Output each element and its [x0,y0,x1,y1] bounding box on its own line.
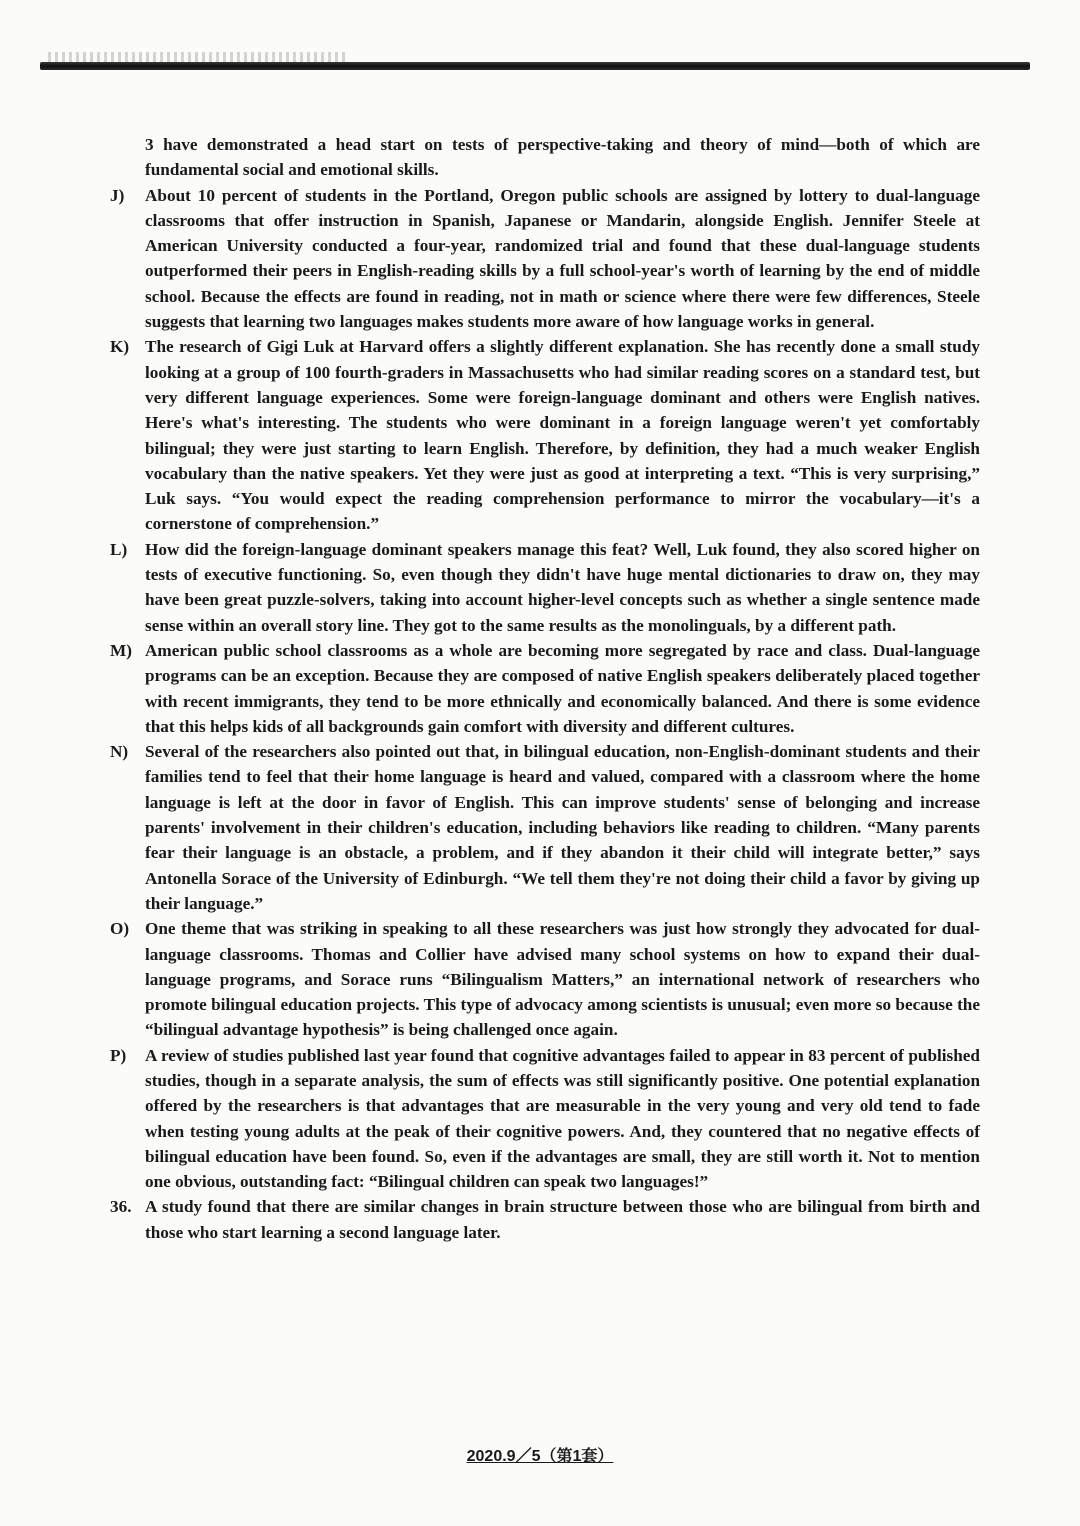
question-number: 36. [110,1197,132,1217]
paragraph-text: About 10 percent of students in the Portland, Oregon public schools are assigned by lottery to dual-language classrooms that offer instruction in Spanish, Japanese or Mandarin, alongside English. Jennifer Steele at American University conducted a four-year, randomized trial and found that these dual-language students outperformed their peers in English-reading skills by a full school-year's worth of learning by the end of middle school. Because the effects are found in reading, not in math or science where there were few differences, Steele suggests that learning two languages makes students more aware of how language works in general. [145,185,980,332]
paragraph-label: K) [110,337,130,357]
paragraph-text: The research of Gigi Luk at Harvard offers a slightly different explanation. She has recently done a small study looking at a group of 100 fourth-graders in Massachusetts who had similar reading scores on a standard test, but very different language experiences. Some were foreign-language dominant and others were English natives. Here's what's interesting. The students who were dominant in a foreign language weren't yet comfortably bilingual; they were just starting to learn English. Therefore, by definition, they had a much weaker English vocabulary than the native speakers. Yet they were just as good at interpreting a text. “This is very surprising,” Luk says. “You would expect the reading comprehension performance to mirror the vocabulary—it's a cornerstone of comprehension.” [145,337,980,534]
page-footer [0,1443,1080,1466]
paragraph-label: N) [110,742,129,762]
paragraph-o [110,916,980,1042]
paragraph-label: P) [110,1045,127,1065]
scan-artifact [48,52,348,62]
passage [110,132,980,1245]
paragraph-m [110,638,980,739]
paragraph-text: American public school classrooms as a whole are becoming more segregated by race and class. Dual-language programs can be an exception. Because they are composed of native English speakers deliberately placed together with recent immigrants, they tend to be more ethnically and economically balanced. And there is some evidence that this helps kids of all backgrounds gain comfort with diversity and different cultures. [145,640,980,736]
paragraph-n [110,739,980,916]
header-rule [40,62,1030,70]
paragraph-label: O) [110,919,130,939]
paragraph-k [110,334,980,536]
paragraph-l [110,537,980,638]
paragraph-label: J) [110,185,125,205]
paragraph-text: Several of the researchers also pointed out that, in bilingual education, non-English-dominant students and their families tend to feel that their home language is heard and valued, compared with a classroom where the home language is left at the door in favor of English. This can improve students' sense of belonging and increase parents' involvement in their children's education, including behaviors like reading to children. “Many parents fear their language is an obstacle, a problem, and if they abandon it their child will integrate better,” says Antonella Sorace of the University of Edinburgh. “We tell them they're not doing their child a favor by giving up their language.” [145,742,980,913]
paragraph-text: A review of studies published last year found that cognitive advantages failed to appear in 83 percent of published studies, though in a separate analysis, the sum of effects was still significantly positive. One potential explanation offered by the researchers is that advantages that are measurable in the very young and very old tend to fade when testing young adults at the peak of their cognitive powers. And, they countered that no negative effects of bilingual education have been found. So, even if the advantages are small, they are still worth it. Not to mention one obvious, outstanding fact: “Bilingual children can speak two languages!” [145,1045,980,1192]
question-text: A study found that there are similar changes in brain structure between those who are bilingual from birth and those who start learning a second language later. [145,1197,980,1242]
question-36 [110,1194,980,1245]
footer-page-number: 2020.9／5（第1套） [466,1448,614,1465]
paragraph-label: L) [110,539,128,559]
paragraph-text: How did the foreign-language dominant speakers manage this feat? Well, Luk found, they also scored higher on tests of executive functioning. So, even though they didn't have huge mental dictionaries to draw on, they may have been great puzzle-solvers, taking into account higher-level concepts such as whether a single sentence made sense within an overall story line. They got to the same results as the monolinguals, by a different path. [145,539,980,635]
continuation-text: 3 have demonstrated a head start on tests of perspective-taking and theory of mind—both of which are fundamental social and emotional skills. [145,135,980,180]
paragraph-j [110,183,980,335]
paragraph-p [110,1043,980,1195]
paragraph-text: One theme that was striking in speaking to all these researchers was just how strongly they advocated for dual-language classrooms. Thomas and Collier have advised many school systems on how to expand their dual-language programs, and Sorace runs “Bilingualism Matters,” an international network of researchers who promote bilingual education projects. This type of advocacy among scientists is unusual; even more so because the “bilingual advantage hypothesis” is being challenged once again. [145,919,980,1040]
paragraph-label: M) [110,640,132,660]
